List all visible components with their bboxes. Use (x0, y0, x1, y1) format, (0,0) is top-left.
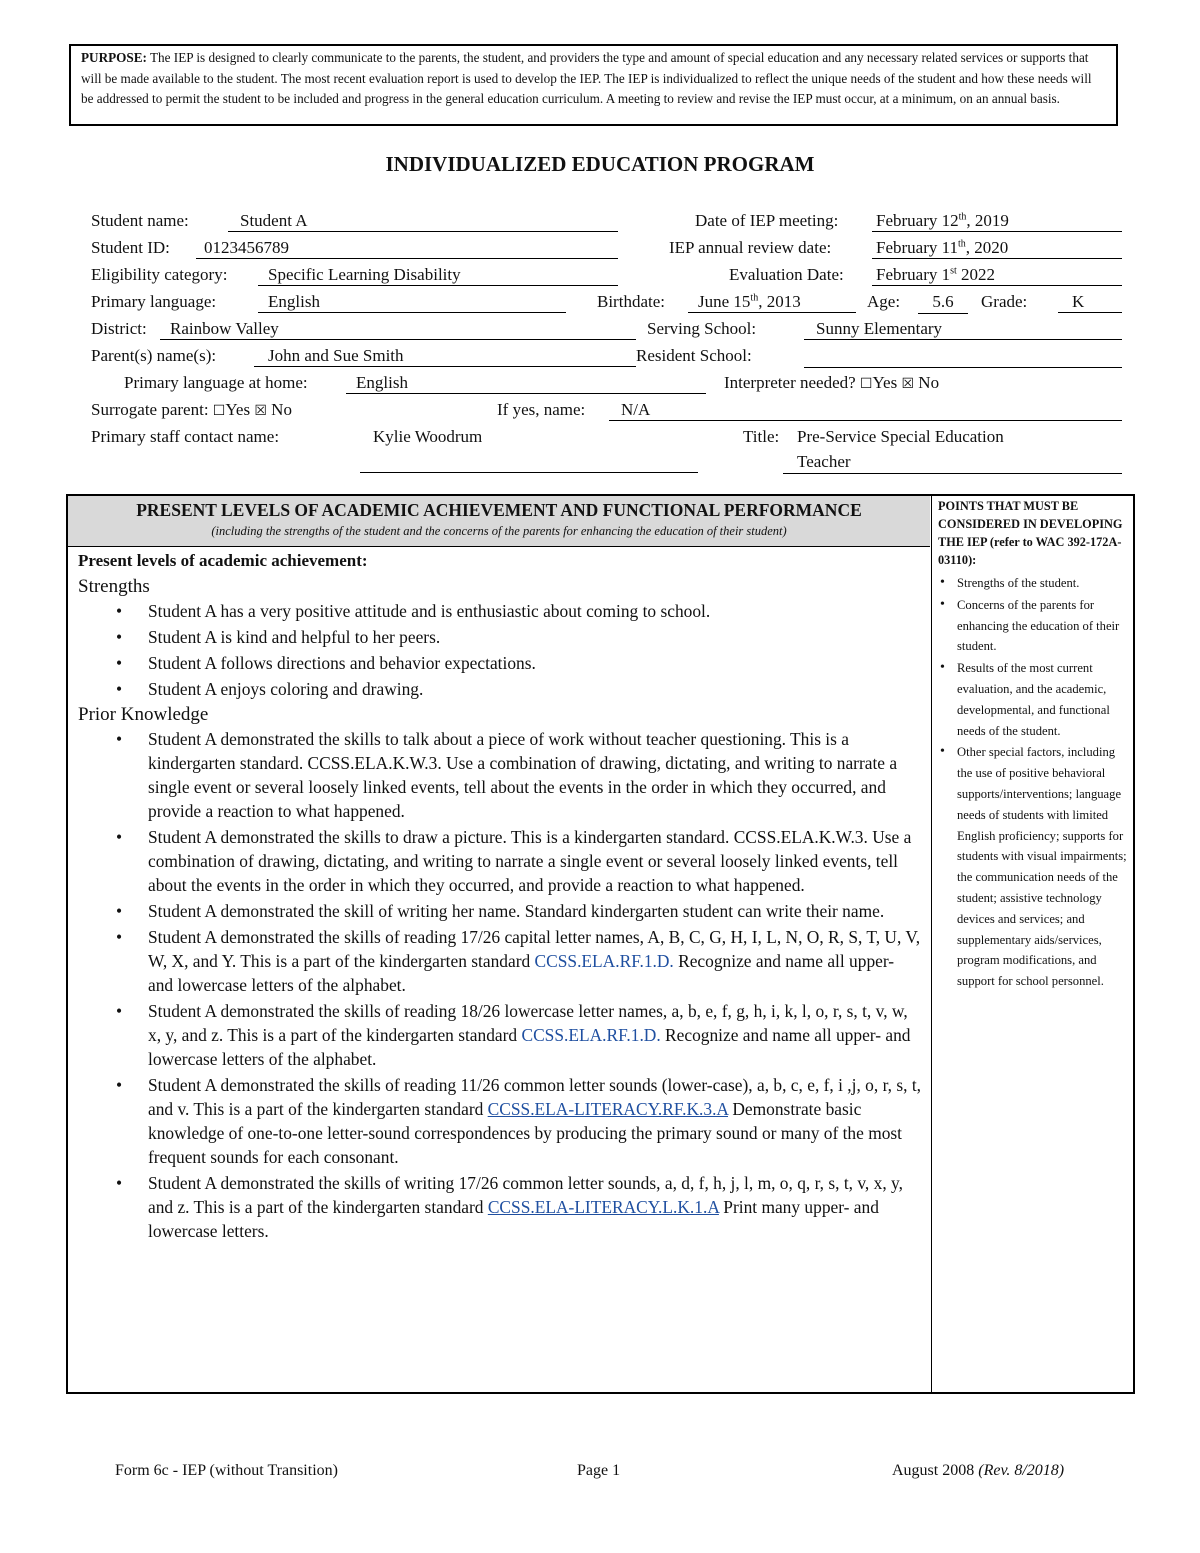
if-yes-label: If yes, name: (497, 400, 586, 419)
purpose-label: PURPOSE: (81, 50, 147, 65)
review-date-field[interactable]: February 11th, 2020 (872, 238, 1122, 259)
present-levels-title: Present levels of academic achievement: (78, 551, 368, 570)
student-name-label: Student name: (91, 211, 189, 230)
purpose-box (69, 44, 1118, 126)
evaluation-date-label: Evaluation Date: (729, 265, 844, 284)
interpreter-label: Interpreter needed? (724, 373, 856, 392)
list-item: • Student A has a very positive attitude and is enthusiastic about coming to school. (148, 599, 923, 623)
footer-page: Page 1 (577, 1462, 621, 1479)
district-label: District: (91, 319, 147, 338)
student-name-field[interactable]: Student A (228, 211, 618, 232)
staff-contact-underline (360, 472, 698, 473)
iep-date-label: Date of IEP meeting: (695, 211, 839, 230)
age-field[interactable]: 5.6 (918, 292, 968, 314)
eligibility-field[interactable]: Specific Learning Disability (258, 265, 618, 286)
list-item: • Student A demonstrated the skills to talk about a piece of work without teacher questioning. This is a kindergarten standard. CCSS.ELA.K.W.3. Use a combination of drawing, dictating, and writing to narrate a single event or several loosely linked events, tell about the events in the order in which they occurred, and provide a reaction to what happened. (148, 727, 923, 823)
strengths-list (78, 599, 923, 701)
sidebar-heading: POINTS THAT MUST BE CONSIDERED IN DEVELOPING THE IEP (refer to WAC 392-172A-03110): (938, 499, 1123, 567)
resident-school-field[interactable] (804, 346, 1122, 368)
standard-link[interactable]: CCSS.ELA.RF.1.D. (534, 951, 674, 971)
age-label: Age: (867, 292, 901, 311)
iep-date-field[interactable]: February 12th, 2019 (872, 211, 1122, 232)
parents-label: Parent(s) name(s): (91, 346, 217, 365)
interpreter-yes-label: Yes (872, 373, 898, 392)
eligibility-label: Eligibility category: (91, 265, 228, 284)
evaluation-date-field[interactable]: February 1st 2022 (872, 265, 1122, 286)
plaafp-heading: PRESENT LEVELS OF ACADEMIC ACHIEVEMENT AND FUNCTIONAL PERFORMANCE (136, 500, 862, 520)
prior-knowledge-heading: Prior Knowledge (78, 704, 209, 725)
list-item: • Student A demonstrated the skills of writing 17/26 common letter sounds, a, d, f, h, j, l, m, o, q, r, s, t, v, x, y, and z. This is a part of the kindergarten standard CCSS.ELA-LITERACY.L.K.1.A Print many upper- and lowercase letters. (148, 1171, 923, 1243)
plaafp-header (68, 496, 930, 547)
birthdate-field[interactable]: June 15th, 2013 (688, 292, 856, 313)
home-language-field[interactable]: English (346, 373, 706, 394)
plaafp-content (78, 549, 923, 1245)
staff-title-label: Title: (743, 427, 780, 446)
sidebar-item: • Other special factors, including the use of positive behavioral supports/interventions; language needs of students with limited English proficiency; supports for students with visual impairments; the communication needs of the student; assistive technology devices and services; and supplementary aids/services, program modifications, and support for school personnel. (957, 742, 1130, 992)
primary-language-label: Primary language: (91, 292, 217, 311)
staff-contact-label: Primary staff contact name: (91, 427, 280, 446)
interpreter-row (724, 373, 939, 393)
grade-field[interactable]: K (1058, 292, 1122, 313)
list-item: • Student A follows directions and behavior expectations. (148, 651, 923, 675)
staff-title-line-1[interactable]: Pre-Service Special Education (797, 427, 1004, 446)
list-item: • Student A demonstrated the skills of reading 18/26 lowercase letter names, a, b, e, f, g, h, i, k, l, o, r, s, t, v, w, x, y, and z. This is a part of the kindergarten standard CCSS.ELA.RF.1.D. Recognize and name all upper- and lowercase letters of the alphabet. (148, 999, 923, 1071)
resident-school-label: Resident School: (636, 346, 752, 365)
checkbox-checked-icon[interactable]: ☒ (254, 403, 267, 419)
staff-title-underline (783, 473, 1122, 474)
standard-link[interactable]: CCSS.ELA.RF.1.D. (521, 1025, 661, 1045)
footer-revision: (Rev. 8/2018) (978, 1462, 1065, 1479)
staff-contact-name[interactable]: Kylie Woodrum (373, 427, 483, 446)
checkbox-checked-icon[interactable]: ☒ (901, 376, 915, 392)
plaafp-subheading: (including the strengths of the student and the concerns of the parents for enhancing the education of their student) (211, 524, 787, 538)
list-item: • Student A demonstrated the skills of reading 11/26 common letter sounds (lower-case), a, b, c, e, f, i ,j, o, r, s, t, and v. This is a part of the kindergarten standard CCSS.ELA-LITERACY.RF.K.3.A Demonstrate basic knowledge of one-to-one letter-sound correspondences by producing the primary sound or many of the most frequent sounds for each consonant. (148, 1073, 923, 1169)
surrogate-label: Surrogate parent: (91, 400, 209, 419)
home-language-label: Primary language at home: (124, 373, 308, 392)
footer-date: August 2008 (Rev. 8/2018) (892, 1462, 1065, 1479)
prior-knowledge-list (78, 727, 923, 1243)
list-item: • Student A demonstrated the skills to draw a picture. This is a kindergarten standard. CCSS.ELA.K.W.3. Use a combination of drawing, dictating, and writing to narrate a single event or several loosely linked events, tell about the events in the order in which they occurred, and provide a reaction to what happened. (148, 825, 923, 897)
review-date-label: IEP annual review date: (669, 238, 832, 257)
checkbox-empty-icon[interactable]: ☐ (212, 403, 226, 419)
footer-form: Form 6c - IEP (without Transition) (115, 1462, 338, 1479)
sidebar-list (938, 573, 1130, 992)
student-id-label: Student ID: (91, 238, 170, 257)
page-title: INDIVIDUALIZED EDUCATION PROGRAM (385, 152, 815, 176)
checkbox-empty-icon[interactable]: ☐ (859, 376, 873, 392)
surrogate-yes-label: Yes (225, 400, 251, 419)
birthdate-label: Birthdate: (597, 292, 665, 311)
list-item: • Student A enjoys coloring and drawing. (148, 677, 923, 701)
district-field[interactable]: Rainbow Valley (160, 319, 636, 340)
if-yes-name-field[interactable]: N/A (609, 400, 1122, 421)
sidebar-item: • Results of the most current evaluation, and the academic, developmental, and functional needs of the student. (957, 658, 1130, 741)
serving-school-field[interactable]: Sunny Elementary (804, 319, 1122, 340)
grade-label: Grade: (981, 292, 1028, 311)
serving-school-label: Serving School: (647, 319, 757, 338)
sidebar-item: • Concerns of the parents for enhancing the education of their student. (957, 595, 1130, 657)
interpreter-no-label: No (918, 373, 940, 392)
surrogate-no-label: No (271, 400, 292, 419)
student-id-field[interactable]: 0123456789 (196, 238, 618, 259)
list-item: • Student A is kind and helpful to her peers. (148, 625, 923, 649)
standard-link[interactable]: CCSS.ELA-LITERACY.L.K.1.A (487, 1197, 719, 1217)
sidebar-item: • Strengths of the student. (957, 573, 1130, 594)
staff-title-line-2[interactable]: Teacher (797, 452, 851, 471)
purpose-text: The IEP is designed to clearly communicate to the parents, the student, and providers the type and amount of special education and any necessary related services or supports that will be made available to the student. The most recent evaluation report is used to develop the IEP. The IEP is individualized to reflect the unique needs of the student and how these needs will be addressed to permit the student to be included and progress in the general education curriculum. A meeting to review and revise the IEP must occur, at a minimum, on an annual basis. (81, 50, 1092, 106)
list-item: • Student A demonstrated the skills of reading 17/26 capital letter names, A, B, C, G, H, I, L, N, O, R, S, T, U, V, W, X, and Y. This is a part of the kindergarten standard CCSS.ELA.RF.1.D. Recognize and name all upper- and lowercase letters of the alphabet. (148, 925, 923, 997)
standard-link[interactable]: CCSS.ELA-LITERACY.RF.K.3.A (487, 1099, 729, 1119)
parents-field[interactable]: John and Sue Smith (254, 346, 636, 367)
primary-language-field[interactable]: English (258, 292, 566, 313)
considerations-sidebar (938, 497, 1130, 993)
surrogate-row (91, 400, 292, 420)
strengths-heading: Strengths (78, 576, 150, 597)
list-item: • Student A demonstrated the skill of writing her name. Standard kindergarten student can write their name. (148, 899, 923, 923)
